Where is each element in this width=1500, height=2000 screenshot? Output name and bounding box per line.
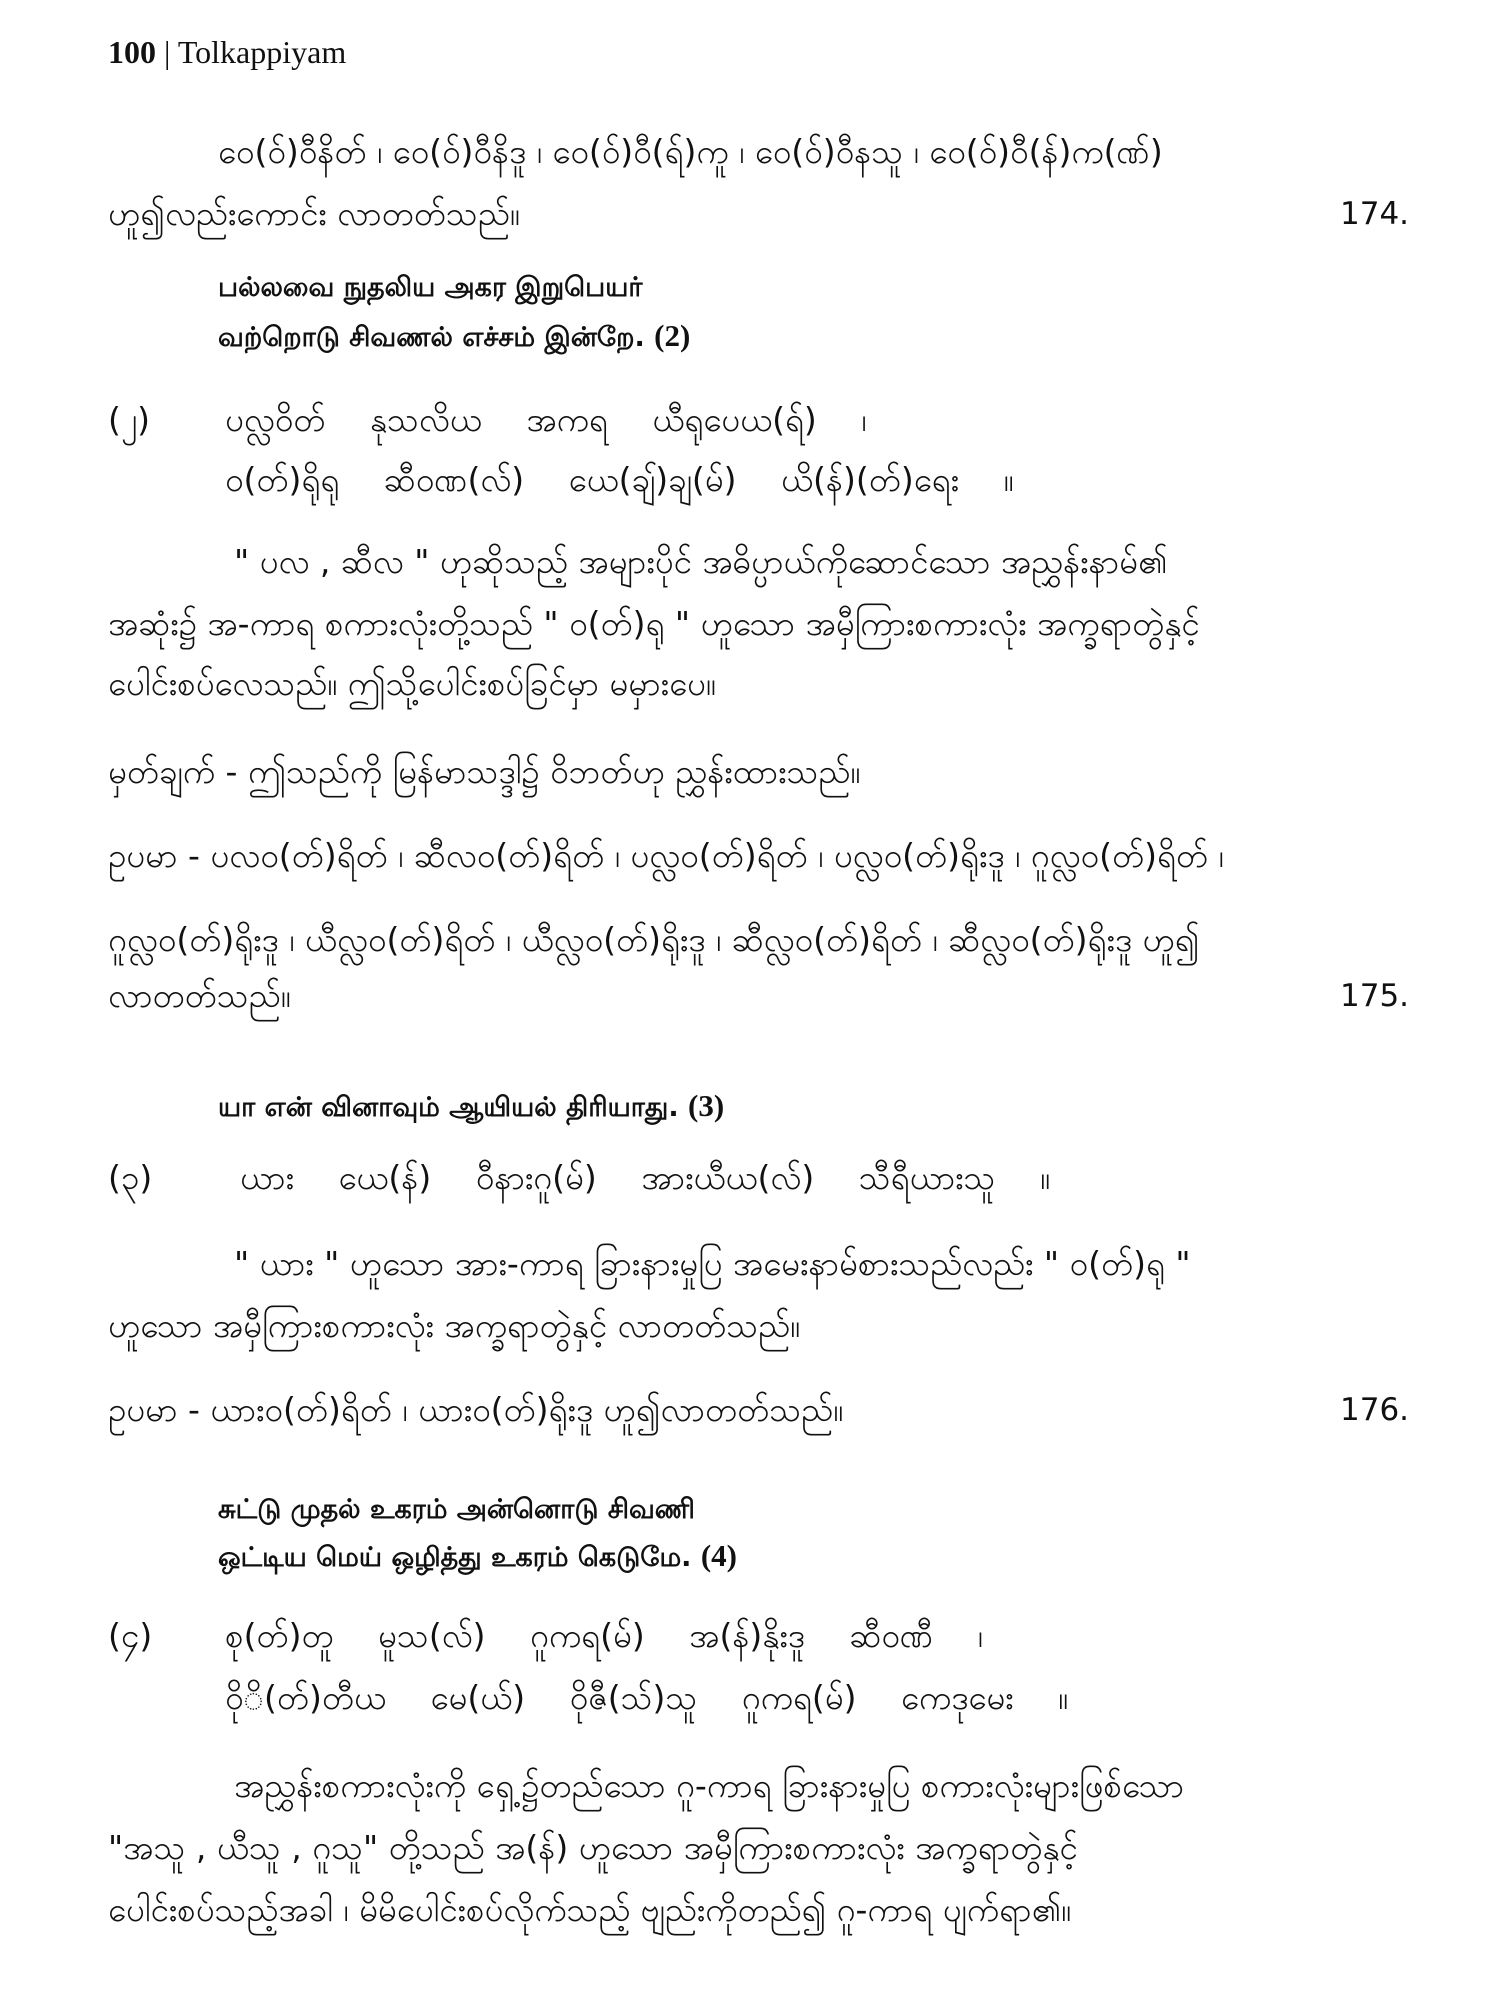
transliterated-verse-line: ဝ(တ်)ရိုရု ဆီဝဏ(လ်) ယေ(ချ်)ချ(မ်) ယိ(န်)(တ်)ရေး ။ bbox=[225, 460, 1014, 499]
tamil-verse-line: ஒட்டிய மெய் ஒழித்து உகரம் கெடுமே. (4) bbox=[218, 1538, 737, 1573]
transliterated-verse-line: စု(တ်)တူ မူသ(လ်) ဂူကရ(မ်) အ(န်)နိုးဒူ ဆီဝဏီ ၊ bbox=[225, 1616, 983, 1655]
tamil-verse-line: வற்றொடு சிவணல் எச்சம் இன்றே. (2) bbox=[218, 318, 691, 353]
verse-number: (4) bbox=[700, 1538, 737, 1573]
section-number: 174. bbox=[1340, 196, 1410, 232]
example-line: လာတတ်သည်။ bbox=[108, 976, 291, 1015]
paragraph-line: "အသူ , ယီသူ , ဂူသူ" တို့သည် အ(န်) ဟူသော အမှီကြားစကားလုံး အက္ခရာတွဲနှင့် bbox=[108, 1828, 1078, 1867]
transliterated-verse-line: ဝိုိ(တ်)တီယ မေ(ယ်) ဝိုဇီ(သ်)သူ ဂူကရ(မ်) ကေဒုမေး ။ bbox=[225, 1678, 1069, 1717]
paragraph-line: ပေါင်းစပ်သည့်အခါ ၊ မိမိပေါင်းစပ်လိုက်သည့် ဗျည်းကိုတည်၍ ဂူ-ကာရ ပျက်ရာ၏။ bbox=[108, 1890, 1071, 1929]
running-header bbox=[108, 34, 346, 71]
paragraph-line: အဆုံး၌ အ-ကာရ စကားလုံးတို့သည် " ဝ(တ်)ရု " ဟူသော အမှီကြားစကားလုံး အက္ခရာတွဲနှင့် bbox=[108, 604, 1200, 643]
transliterated-verse-line: ပလ္လဝိတ် နုသလိယ အကရ ယီရုပေယ(ရ်) ၊ bbox=[225, 400, 867, 439]
verse-label: (၂) bbox=[108, 400, 150, 439]
header-separator: | bbox=[156, 34, 178, 70]
section-number: 176. bbox=[1340, 1392, 1410, 1428]
example-line: ဥပမာ - ယားဝ(တ်)ရိတ် ၊ ယားဝ(တ်)ရိုးဒူ ဟူ၍လာတတ်သည်။ bbox=[108, 1390, 844, 1429]
page-number: 100 bbox=[108, 34, 156, 70]
example-line: ဥပမာ - ပလဝ(တ်)ရိတ် ၊ ဆီလဝ(တ်)ရိတ် ၊ ပလ္လဝ(တ်)ရိတ် ၊ ပလ္လဝ(တ်)ရိုးဒူ ၊ ဂူလ္လဝ(တ်)ရိတ် ၊ bbox=[108, 836, 1224, 875]
tamil-verse-line: யா என் வினாவும் ஆயியல் திரியாது. (3) bbox=[218, 1088, 725, 1123]
paragraph-line: ဝေ(ဝ်)ဝီနိတ် ၊ ဝေ(ဝ်)ဝီနိဒူ ၊ ဝေ(ဝ်)ဝီ(ရ်)ကူ ၊ ဝေ(ဝ်)ဝီနသူ ၊ ဝေ(ဝ်)ဝီ(န်)က(ဏ်) bbox=[218, 132, 1163, 171]
paragraph-line: " ပလ , ဆီလ " ဟုဆိုသည့် အများပိုင် အဓိပ္ပာယ်ကိုဆောင်သော အညွှန်းနာမ်၏ bbox=[234, 542, 1168, 581]
note-line: မှတ်ချက် - ဤသည်ကို မြန်မာသဒ္ဒါ၌ ဝိဘတ်ဟု ညွှန်းထားသည်။ bbox=[108, 752, 861, 791]
paragraph-line: ပေါင်းစပ်လေသည်။ ဤသို့ပေါင်းစပ်ခြင်မှာ မမှားပေ။ bbox=[108, 664, 716, 703]
section-number: 175. bbox=[1340, 978, 1410, 1014]
tamil-verse-line: பல்லவை நுதலிய அகர இறுபெயர் bbox=[218, 272, 643, 303]
paragraph-line: ဟူသော အမှီကြားစကားလုံး အက္ခရာတွဲနှင့် လာတတ်သည်။ bbox=[108, 1306, 801, 1345]
verse-label: (၄) bbox=[108, 1616, 153, 1655]
transliterated-verse-line: ယား ယေ(န်) ဝီနားဂူ(မ်) အားယီယ(လ်) သီရီယားသူ ။ bbox=[240, 1158, 1050, 1197]
paragraph-line: " ယား " ဟူသော အား-ကာရ ခြားနားမှုပြ အမေးနာမ်စားသည်လည်း " ဝ(တ်)ရု " bbox=[234, 1244, 1191, 1283]
verse-number: (2) bbox=[654, 318, 691, 353]
verse-label: (၃) bbox=[108, 1158, 153, 1197]
example-line: ဂူလ္လဝ(တ်)ရိုးဒူ ၊ ယီလ္လဝ(တ်)ရိတ် ၊ ယီလ္လဝ(တ်)ရိုးဒူ ၊ ဆီလ္လဝ(တ်)ရိတ် ၊ ဆီလ္လဝ(တ်)ရိုးဒူ ဟူ၍ bbox=[108, 920, 1200, 959]
book-title: Tolkappiyam bbox=[177, 34, 347, 70]
paragraph-line: အညွှန်းစကားလုံးကို ရှေ့၌တည်သော ဂူ-ကာရ ခြားနားမှုပြ စကားလုံးများဖြစ်သော bbox=[234, 1766, 1185, 1805]
tamil-verse-line: சுட்டு முதல் உகரம் அன்னொடு சிவணி bbox=[218, 1494, 695, 1525]
paragraph-line: ဟူ၍လည်းကောင်း လာတတ်သည်။ bbox=[108, 194, 520, 233]
verse-number: (3) bbox=[688, 1088, 725, 1123]
